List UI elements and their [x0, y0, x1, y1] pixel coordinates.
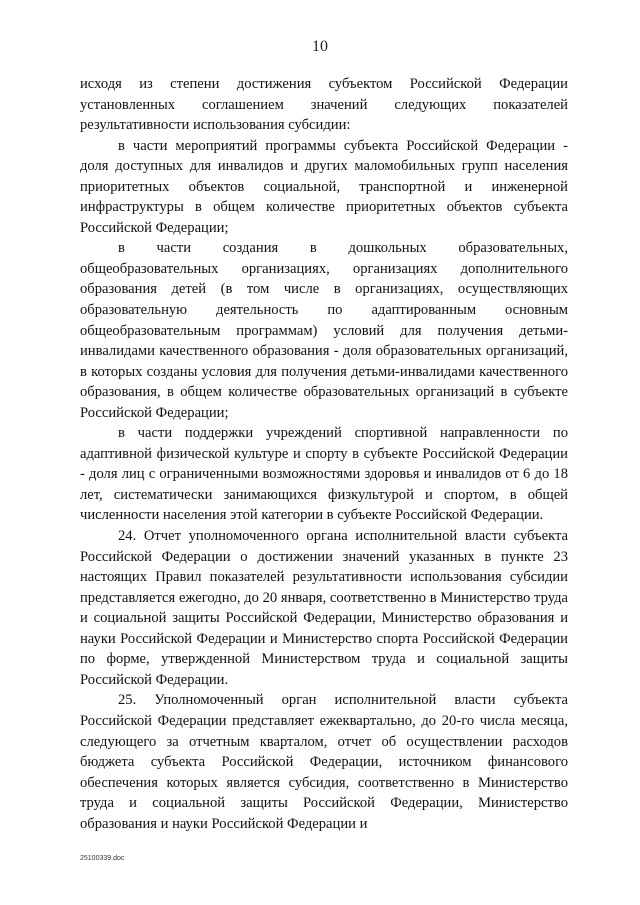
document-body	[80, 74, 568, 834]
document-filename: 25100339.doc	[80, 855, 125, 862]
page-number: 10	[312, 38, 328, 55]
paragraph-education-conditions: в части создания в дошкольных образовательных, общеобразовательных организациях, организациях дополнительного образования детей (в том числе в организациях, осуществляющих образовательную деятельность по адаптированным основным общеобразовательным программам) условий для получения детьми-инвалидами качественного образования - доля образовательных организаций, в которых созданы условия для получения детьми-инвалидами качественного образования, в общем количестве образовательных организаций в субъекте Российской Федерации;	[80, 240, 568, 421]
paragraph-sport-support: в части поддержки учреждений спортивной направленности по адаптивной физической культуре и спорту в субъекте Российской Федерации - доля лиц с ограниченными возможностями здоровья и инвалидов от 6 до 18 лет, систематически занимающихся физкультурой и спортом, в общей численности населения этой категории в субъекте Российской Федерации.	[80, 425, 568, 524]
paragraph-item-24: 24. Отчет уполномоченного органа исполнительной власти субъекта Российской Федерации о достижении значений указанных в пункте 23 настоящих Правил показателей результативности использования субсидии представляется ежегодно, до 20 января, соответственно в Министерство труда и социальной защиты Российской Федерации, Министерство образования и науки Российской Федерации и Министерство спорта Российской Федерации по форме, утвержденной Министерством труда и социальной защиты Российской Федерации.	[80, 528, 568, 688]
paragraph-intro: исходя из степени достижения субъектом Российской Федерации установленных соглашением значений следующих показателей результативности использования субсидии:	[80, 76, 568, 134]
paragraph-item-25: 25. Уполномоченный орган исполнительной власти субъекта Российской Федерации представляет ежеквартально, до 20-го числа месяца, следующего за отчетным кварталом, отчет об осуществлении расходов бюджета субъекта Российской Федерации, источником финансового обеспечения которых является субсидия, соответственно в Министерство труда и социальной защиты Российской Федерации, Министерство образования и науки Российской Федерации и	[80, 692, 568, 832]
paragraph-program-measures: в части мероприятий программы субъекта Российской Федерации - доля доступных для инвалидов и других маломобильных групп населения приоритетных объектов социальной, транспортной и инженерной инфраструктуры в общем количестве приоритетных объектов субъекта Российской Федерации;	[80, 137, 568, 236]
